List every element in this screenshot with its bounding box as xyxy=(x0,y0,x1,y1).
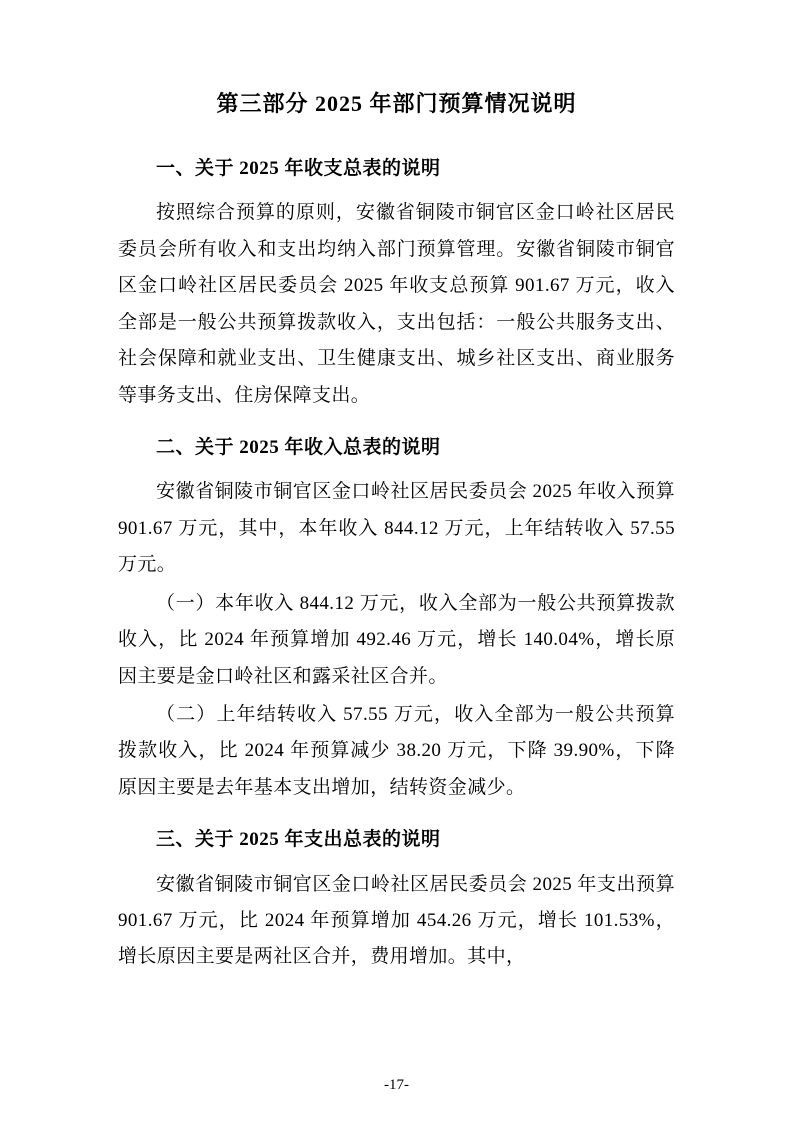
paragraph-2-1: 安徽省铜陵市铜官区金口岭社区居民委员会 2025 年收入预算 901.67 万元，其中，本年收入 844.12 万元，上年结转收入 57.55 万元。 xyxy=(118,481,675,576)
section-heading-2: 二、关于 2025 年收入总表的说明 xyxy=(156,437,441,459)
paragraph-2-2: （一）本年收入 844.12 万元，收入全部为一般公共预算拨款收入，比 2024 年预算增加 492.46 万元，增长 140.04%，增长原因主要是金口岭社区和露采社区合并。 xyxy=(118,592,675,687)
page-number: -17- xyxy=(384,1077,409,1093)
paragraph-1-1: 按照综合预算的原则，安徽省铜陵市铜官区金口岭社区居民委员会所有收入和支出均纳入部门预算管理。安徽省铜陵市铜官区金口岭社区居民委员会 2025 年收支总预算 901.67 万元，收入全部是一般公共预算拨款收入，支出包括：一般公共服务支出、社会保障和就业支出、卫生健康支出、城乡社区支出、商业服务等事务支出、住房保障支出。 xyxy=(118,202,675,406)
section-heading-3: 三、关于 2025 年支出总表的说明 xyxy=(156,829,441,851)
paragraph-2-3: （二）上年结转收入 57.55 万元，收入全部为一般公共预算拨款收入，比 2024 年预算减少 38.20 万元，下降 39.90%，下降原因主要是去年基本支出增加，结转资金减少。 xyxy=(118,704,675,798)
section-heading-1: 一、关于 2025 年收支总表的说明 xyxy=(156,158,441,180)
paragraph-3-1: 安徽省铜陵市铜官区金口岭社区居民委员会 2025 年支出预算 901.67 万元，比 2024 年预算增加 454.26 万元，增长 101.53%，增长原因主要是两社区合并，费用增加。其中， xyxy=(118,873,675,968)
page-title: 第三部分 2025 年部门预算情况说明 xyxy=(216,91,577,116)
